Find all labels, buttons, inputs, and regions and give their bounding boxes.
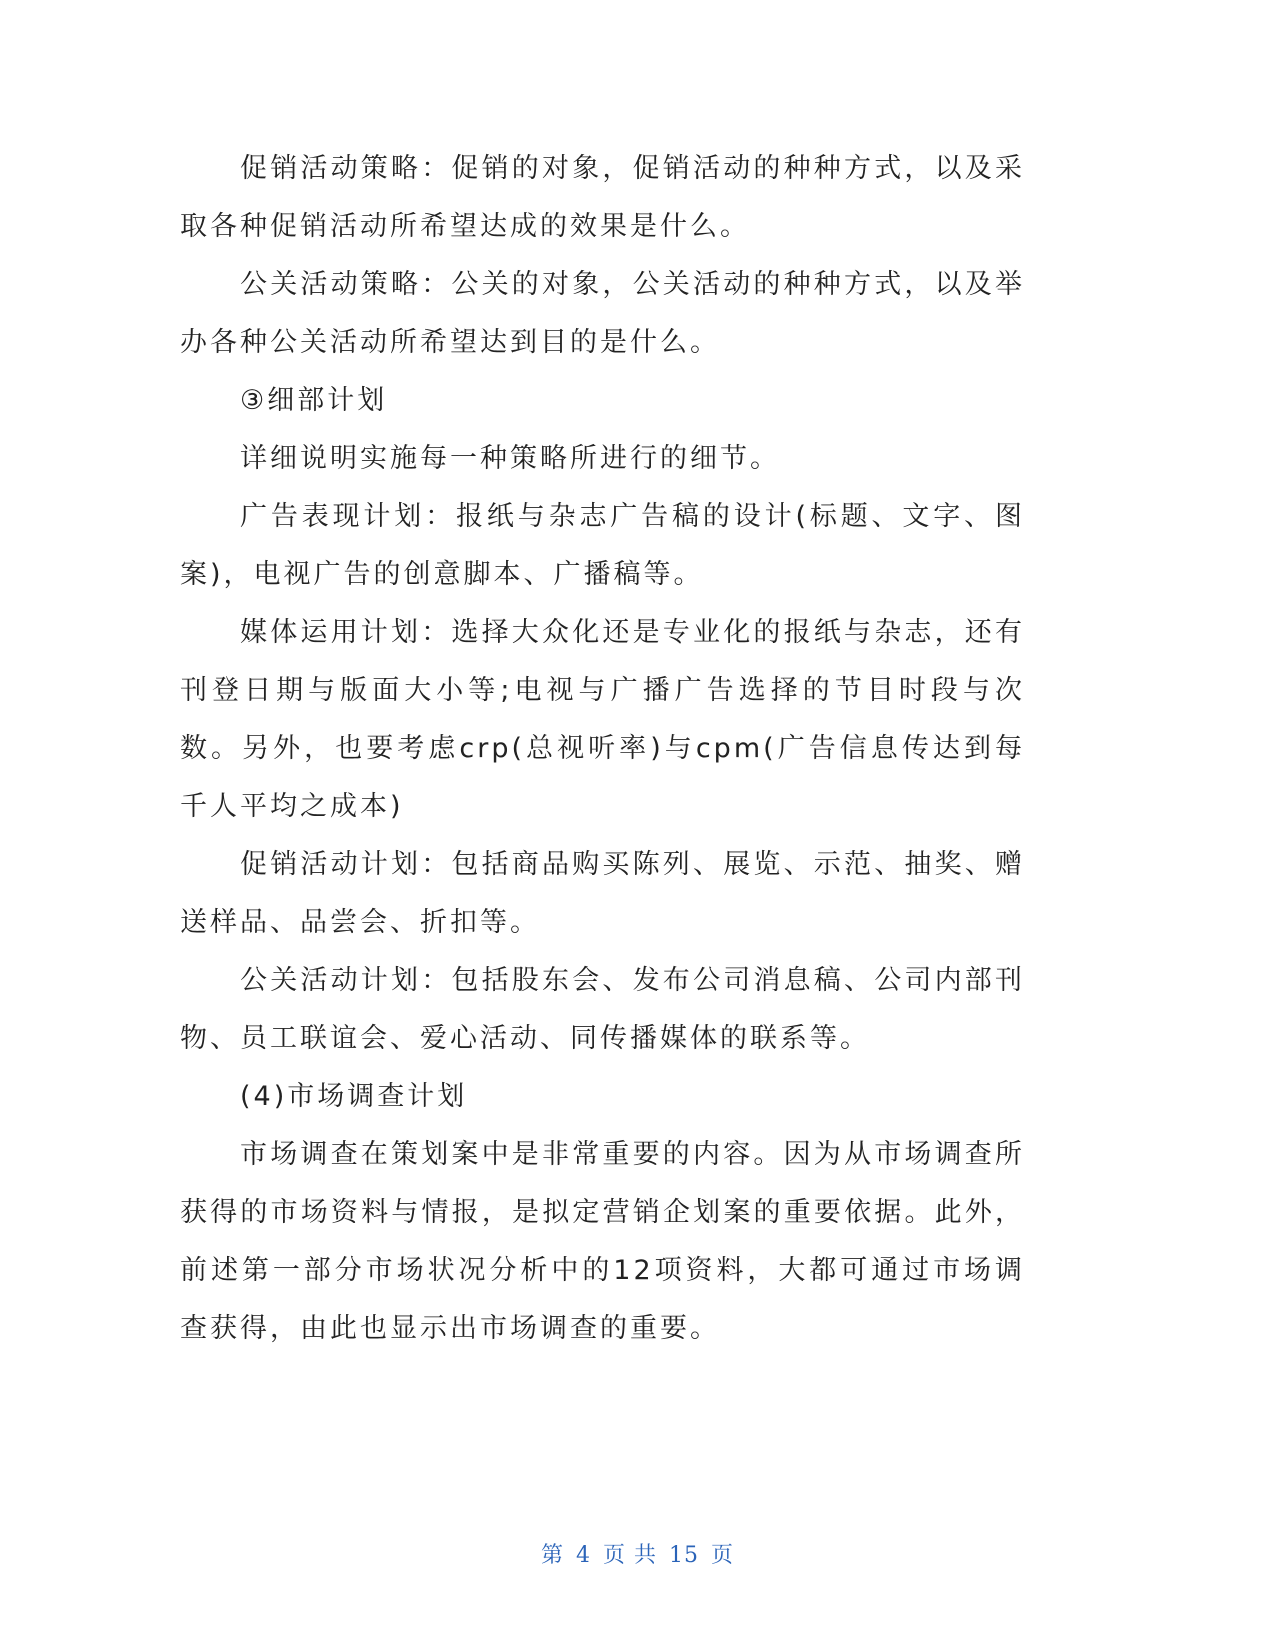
paragraph-media-plan: 媒体运用计划：选择大众化还是专业化的报纸与杂志，还有刊登日期与版面大小等;电视与广播广告选择的节目时段与次数。另外，也要考虑crp(总视听率)与cpm(广告信息传达到每千人平均之成本) bbox=[180, 617, 1025, 822]
page-footer bbox=[0, 1538, 1275, 1569]
paragraph-ad-plan: 广告表现计划：报纸与杂志广告稿的设计(标题、文字、图案)，电视广告的创意脚本、广播稿等。 bbox=[180, 501, 1025, 590]
paragraph-detailed-plan-intro: 详细说明实施每一种策略所进行的细节。 bbox=[240, 443, 780, 474]
footer-current-page: 4 bbox=[576, 1543, 591, 1568]
footer-suffix: 页 bbox=[711, 1543, 735, 1568]
paragraph-promotion-strategy: 促销活动策略：促销的对象，促销活动的种种方式，以及采取各种促销活动所希望达成的效果是什么。 bbox=[180, 153, 1025, 242]
paragraph-pr-strategy: 公关活动策略：公关的对象，公关活动的种种方式，以及举办各种公关活动所希望达到目的是什么。 bbox=[180, 269, 1025, 358]
paragraph-promotion-plan: 促销活动计划：包括商品购买陈列、展览、示范、抽奖、赠送样品、品尝会、折扣等。 bbox=[180, 849, 1025, 938]
paragraph-market-research: 市场调查在策划案中是非常重要的内容。因为从市场调查所获得的市场资料与情报，是拟定营销企划案的重要依据。此外，前述第一部分市场状况分析中的12项资料，大都可通过市场调查获得，由此也显示出市场调查的重要。 bbox=[180, 1139, 1025, 1344]
footer-total-pages: 15 bbox=[669, 1543, 699, 1568]
footer-middle: 页 共 bbox=[603, 1543, 657, 1568]
document-body bbox=[180, 140, 1025, 1358]
paragraph-pr-plan: 公关活动计划：包括股东会、发布公司消息稿、公司内部刊物、员工联谊会、爱心活动、同传播媒体的联系等。 bbox=[180, 965, 1025, 1054]
footer-prefix: 第 bbox=[540, 1543, 564, 1568]
heading-market-research-plan: (4)市场调查计划 bbox=[240, 1081, 468, 1112]
heading-detailed-plan: ③细部计划 bbox=[240, 385, 388, 416]
